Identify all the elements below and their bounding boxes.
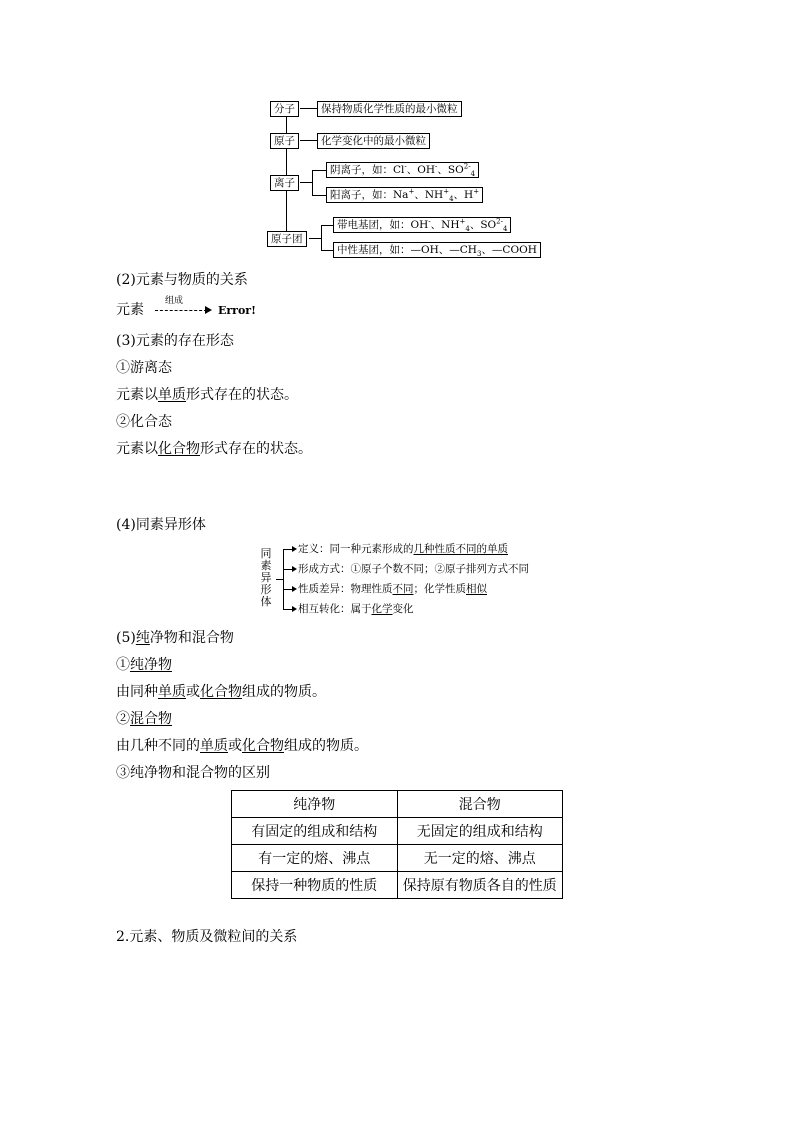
error-text: Error! [218, 304, 256, 317]
mixture-desc: 由几种不同的单质或化合物组成的物质。 [116, 738, 368, 754]
section-2-title: (2)元素与物质的关系 [116, 272, 248, 288]
connector [321, 225, 333, 226]
arrowhead [292, 546, 297, 552]
node-atom-desc: 化学变化中的最小微粒 [317, 133, 430, 149]
connector [309, 238, 321, 239]
combined-state-desc: 元素以化合物形式存在的状态。 [116, 441, 312, 457]
free-state-desc: 元素以单质形式存在的状态。 [116, 387, 298, 403]
table-cell: 有一定的熔、沸点 [232, 845, 398, 872]
arrowhead [292, 606, 297, 612]
allotrope-definition: 定义：同一种元素形成的几种性质不同的单质 [298, 543, 508, 555]
element-relation [116, 301, 144, 319]
section-5-title: (5)纯净物和混合物 [116, 630, 234, 646]
arrowhead [292, 586, 297, 592]
connector [312, 195, 326, 196]
connector [321, 250, 333, 251]
node-atom: 原子 [270, 133, 299, 149]
node-molecule: 分子 [270, 101, 299, 117]
connector [283, 549, 284, 609]
section-4-title: (4)同素异形体 [116, 517, 206, 533]
connector [276, 579, 283, 580]
table-cell: 保持一种物质的性质 [232, 872, 398, 899]
node-anion: 阴离子，如：Cl-、OH-、$SO^{2-}_4$ [326, 162, 479, 178]
arrowhead [292, 566, 297, 572]
section-3-title: (3)元素的存在形态 [116, 333, 234, 349]
allotrope-formation: 形成方式：①原子个数不同；②原子排列方式不同 [298, 563, 529, 575]
connector [300, 108, 317, 109]
table-row [232, 845, 563, 872]
allotrope-label-text: 同素异形体 [260, 547, 272, 608]
node-radical: 原子团 [267, 231, 307, 247]
allotrope-difference: 性质差异：物理性质不同；化学性质相似 [298, 583, 487, 595]
table-header: 混合物 [397, 791, 563, 818]
connector [312, 170, 313, 195]
table-cell: 保持原有物质各自的性质 [397, 872, 563, 899]
connector [312, 170, 326, 171]
table-cell: 无一定的熔、沸点 [397, 845, 563, 872]
node-ion: 离子 [270, 175, 299, 191]
free-state-heading: ①游离态 [116, 360, 172, 376]
table-header-row [232, 791, 563, 818]
allotrope-conversion: 相互转化：属于化学变化 [298, 603, 414, 615]
node-neutral-group: 中性基团，如：—OH、$—CH_3$、—COOH [333, 242, 541, 258]
mixture-heading: ②混合物 [116, 711, 172, 727]
connector [300, 140, 317, 141]
compose-arrow [155, 296, 217, 316]
table-row [232, 818, 563, 845]
node-charged-group: 带电基团，如：OH-、$NH^+_4$、$SO^{2-}_4$ [333, 217, 511, 233]
allotrope-label [259, 548, 273, 608]
arrow-label: 组成 [165, 296, 184, 306]
difference-heading: ③纯净物和混合物的区别 [116, 765, 270, 781]
node-cation: 阳离子，如：Na+、$NH^+_4$、H+ [326, 187, 483, 203]
table-cell: 有固定的组成和结构 [232, 818, 398, 845]
node-molecule-desc: 保持物质化学性质的最小微粒 [317, 101, 462, 117]
table-cell: 无固定的组成和结构 [397, 818, 563, 845]
element-label: 元素 [116, 302, 144, 318]
section-heading-2: 2.元素、物质及微粒间的关系 [116, 929, 298, 945]
pure-heading: ①纯净物 [116, 657, 172, 673]
table-header: 纯净物 [232, 791, 398, 818]
comparison-table [231, 790, 563, 899]
connector [321, 225, 322, 250]
pure-desc: 由同种单质或化合物组成的物质。 [116, 684, 326, 700]
connector [300, 182, 312, 183]
table-row [232, 872, 563, 899]
combined-state-heading: ②化合态 [116, 414, 172, 430]
